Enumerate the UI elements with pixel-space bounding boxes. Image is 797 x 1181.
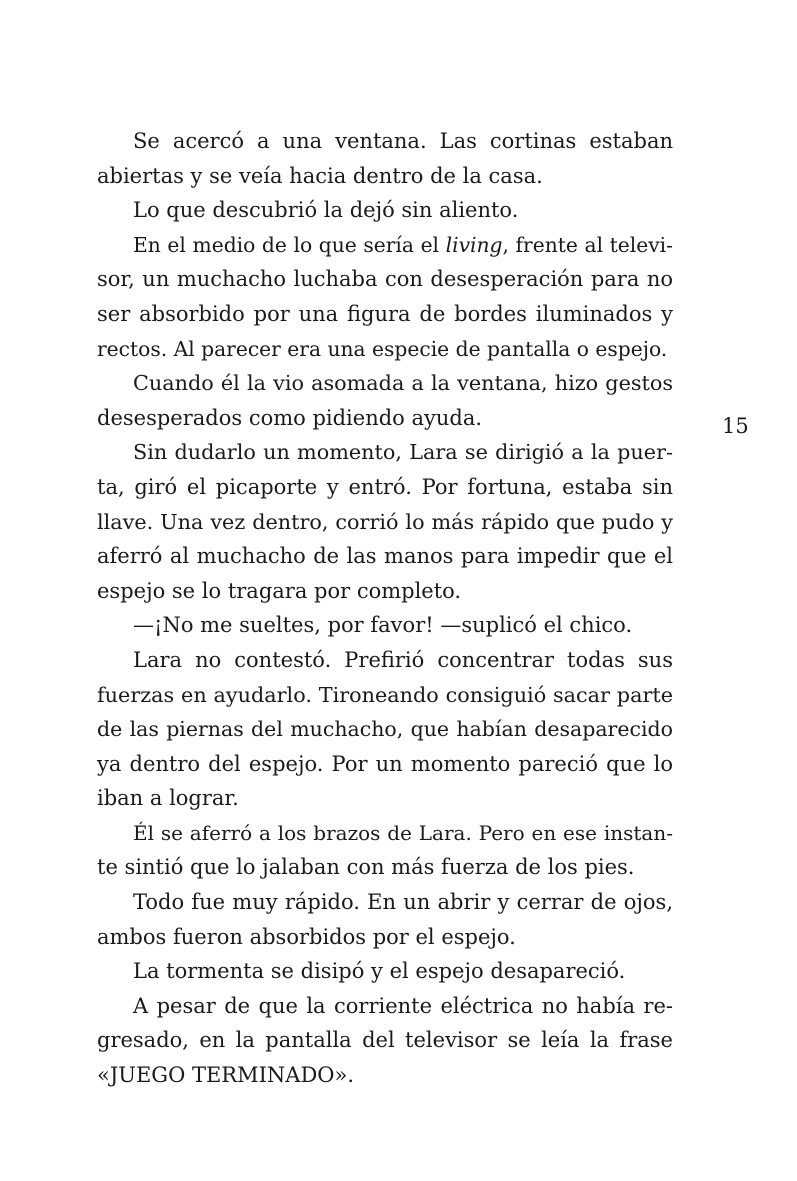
text-line: abiertas y se veía hacia dentro de la casa. <box>97 163 543 188</box>
text-span: , frente al televi- <box>502 232 673 257</box>
text-line: Sin dudarlo un momento, Lara se dirigió a la puer- <box>133 440 673 465</box>
text-line: ambos fueron absorbidos por el espejo. <box>97 924 516 949</box>
text-line: de las piernas del muchacho, que habían desaparecido <box>97 717 673 742</box>
text-line <box>97 228 673 263</box>
text-line: Lara no contestó. Prefirió concentrar todas sus <box>133 647 673 672</box>
text-line: Él se aferró a los brazos de Lara. Pero en ese instan- <box>133 820 673 845</box>
text-line: Todo fue muy rápido. En un abrir y cerrar de ojos, <box>133 890 673 915</box>
page-body-text <box>97 124 673 1093</box>
page-number: 15 <box>722 414 749 438</box>
text-line: Lo que descubrió la dejó sin aliento. <box>133 198 519 223</box>
text-line: ya dentro del espejo. Por un momento pareció que lo <box>97 751 673 776</box>
text-line: La tormenta se disipó y el espejo desapareció. <box>133 959 626 984</box>
text-line: te sintió que lo jalaban con más fuerza de los pies. <box>97 855 635 880</box>
text-line: aferró al muchacho de las manos para impedir que el <box>97 544 673 569</box>
text-line: —¡No me sueltes, por favor! —suplicó el chico. <box>133 613 633 638</box>
text-line: «JUEGO TERMINADO». <box>97 1063 355 1088</box>
text-line: A pesar de que la corriente eléctrica no había re- <box>133 993 673 1018</box>
text-line: Cuando él la vio asomada a la ventana, hizo gestos <box>133 371 673 396</box>
text-line: rectos. Al parecer era una especie de pantalla o espejo. <box>97 336 668 361</box>
text-line: sor, un muchacho luchaba con desesperación para no <box>97 267 673 292</box>
text-span: En el medio de lo que sería el <box>133 232 446 257</box>
text-line: ta, giró el picaporte y entró. Por fortuna, estaba sin <box>97 474 673 499</box>
italic-word: living <box>445 232 503 257</box>
text-line: iban a lograr. <box>97 786 239 811</box>
text-line: gresado, en la pantalla del televisor se leía la frase <box>97 1028 673 1053</box>
text-line: espejo se lo tragara por completo. <box>97 578 462 603</box>
text-line: desesperados como pidiendo ayuda. <box>97 405 483 430</box>
text-line: llave. Una vez dentro, corrió lo más rápido que pudo y <box>97 509 673 534</box>
text-line: ser absorbido por una figura de bordes iluminados y <box>97 301 673 326</box>
text-line: fuerzas en ayudarlo. Tironeando consiguió sacar parte <box>97 682 673 707</box>
text-line: Se acercó a una ventana. Las cortinas estaban <box>133 129 673 153</box>
